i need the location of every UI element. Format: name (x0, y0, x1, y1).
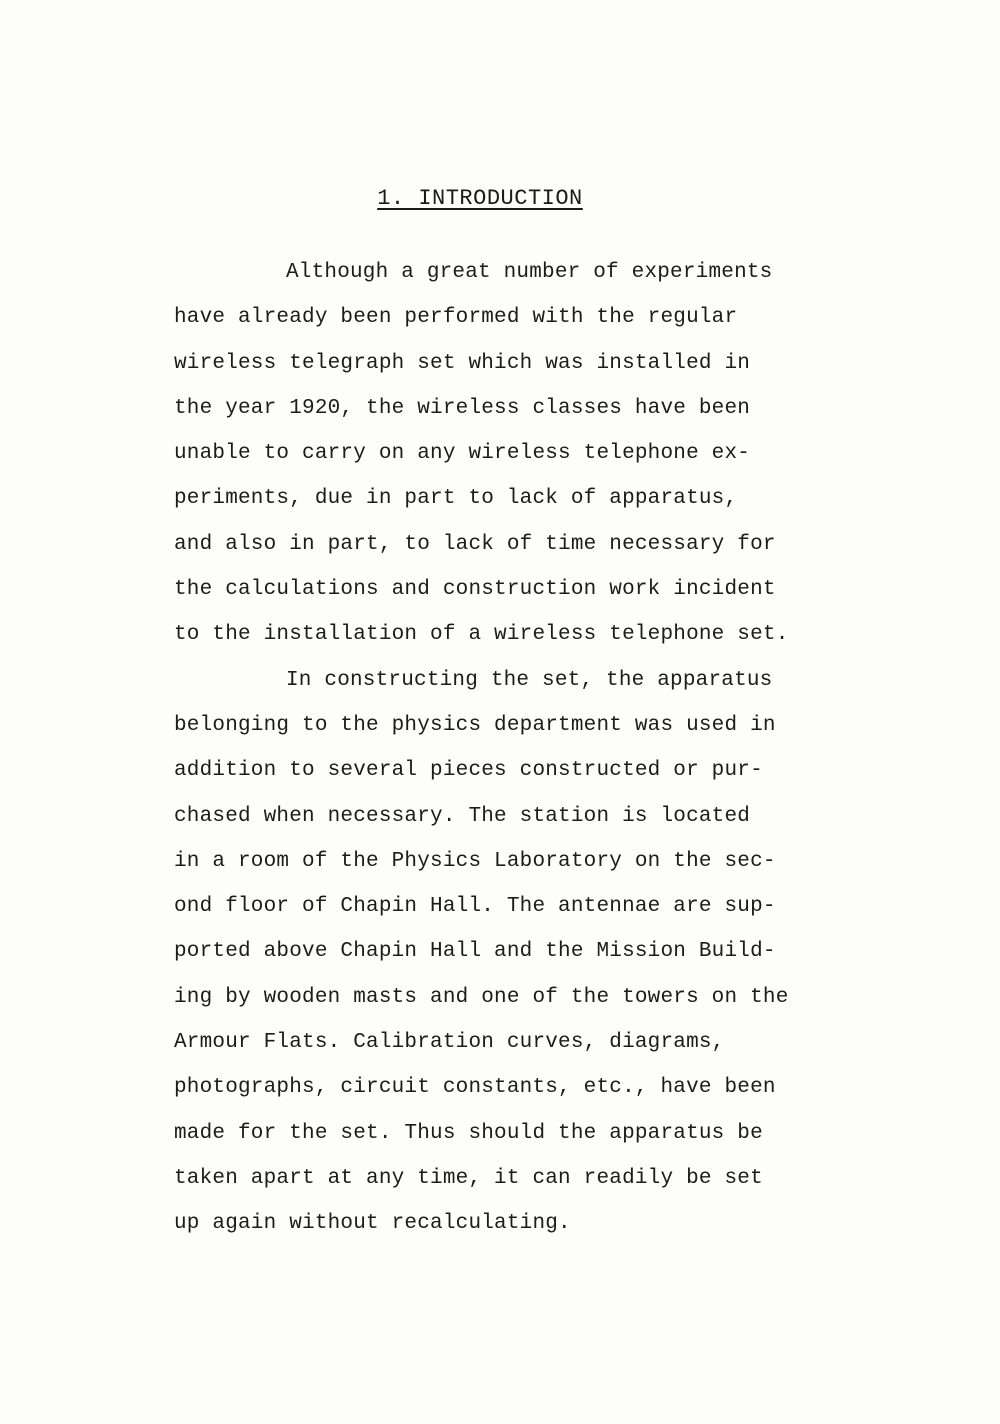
text-line: up again without recalculating. (174, 1212, 571, 1236)
section-heading-text: 1. INTRODUCTION (377, 186, 583, 211)
text-line: periments, due in part to lack of apparatus, (174, 487, 738, 511)
text-line: wireless telegraph set which was installed in (174, 351, 751, 375)
text-line: to the installation of a wireless telephone set. (174, 623, 789, 647)
text-line: have already been performed with the regular (174, 306, 738, 330)
text-line: the calculations and construction work incident (174, 578, 776, 602)
text-line: photographs, circuit constants, etc., have been (174, 1076, 776, 1100)
text-line: ond floor of Chapin Hall. The antennae are sup- (174, 895, 776, 919)
text-line: In constructing the set, the apparatus (286, 668, 773, 692)
text-line: made for the set. Thus should the apparatus be (174, 1121, 763, 1145)
text-line: and also in part, to lack of time necessary for (174, 532, 776, 556)
text-line: unable to carry on any wireless telephone ex- (174, 442, 751, 466)
text-line: belonging to the physics department was used in (174, 713, 776, 737)
text-line: ing by wooden masts and one of the towers on the (174, 985, 789, 1009)
text-line: in a room of the Physics Laboratory on the sec- (174, 849, 776, 873)
body-text (174, 250, 854, 1247)
section-heading (0, 186, 1000, 211)
text-line: the year 1920, the wireless classes have been (174, 396, 751, 420)
text-line: Armour Flats. Calibration curves, diagrams, (174, 1031, 725, 1055)
text-line: Although a great number of experiments (286, 261, 773, 284)
text-line: taken apart at any time, it can readily be set (174, 1166, 763, 1190)
text-line: addition to several pieces constructed or pur- (174, 759, 763, 783)
text-line: chased when necessary. The station is located (174, 804, 751, 828)
text-line: ported above Chapin Hall and the Mission Build- (174, 940, 776, 964)
